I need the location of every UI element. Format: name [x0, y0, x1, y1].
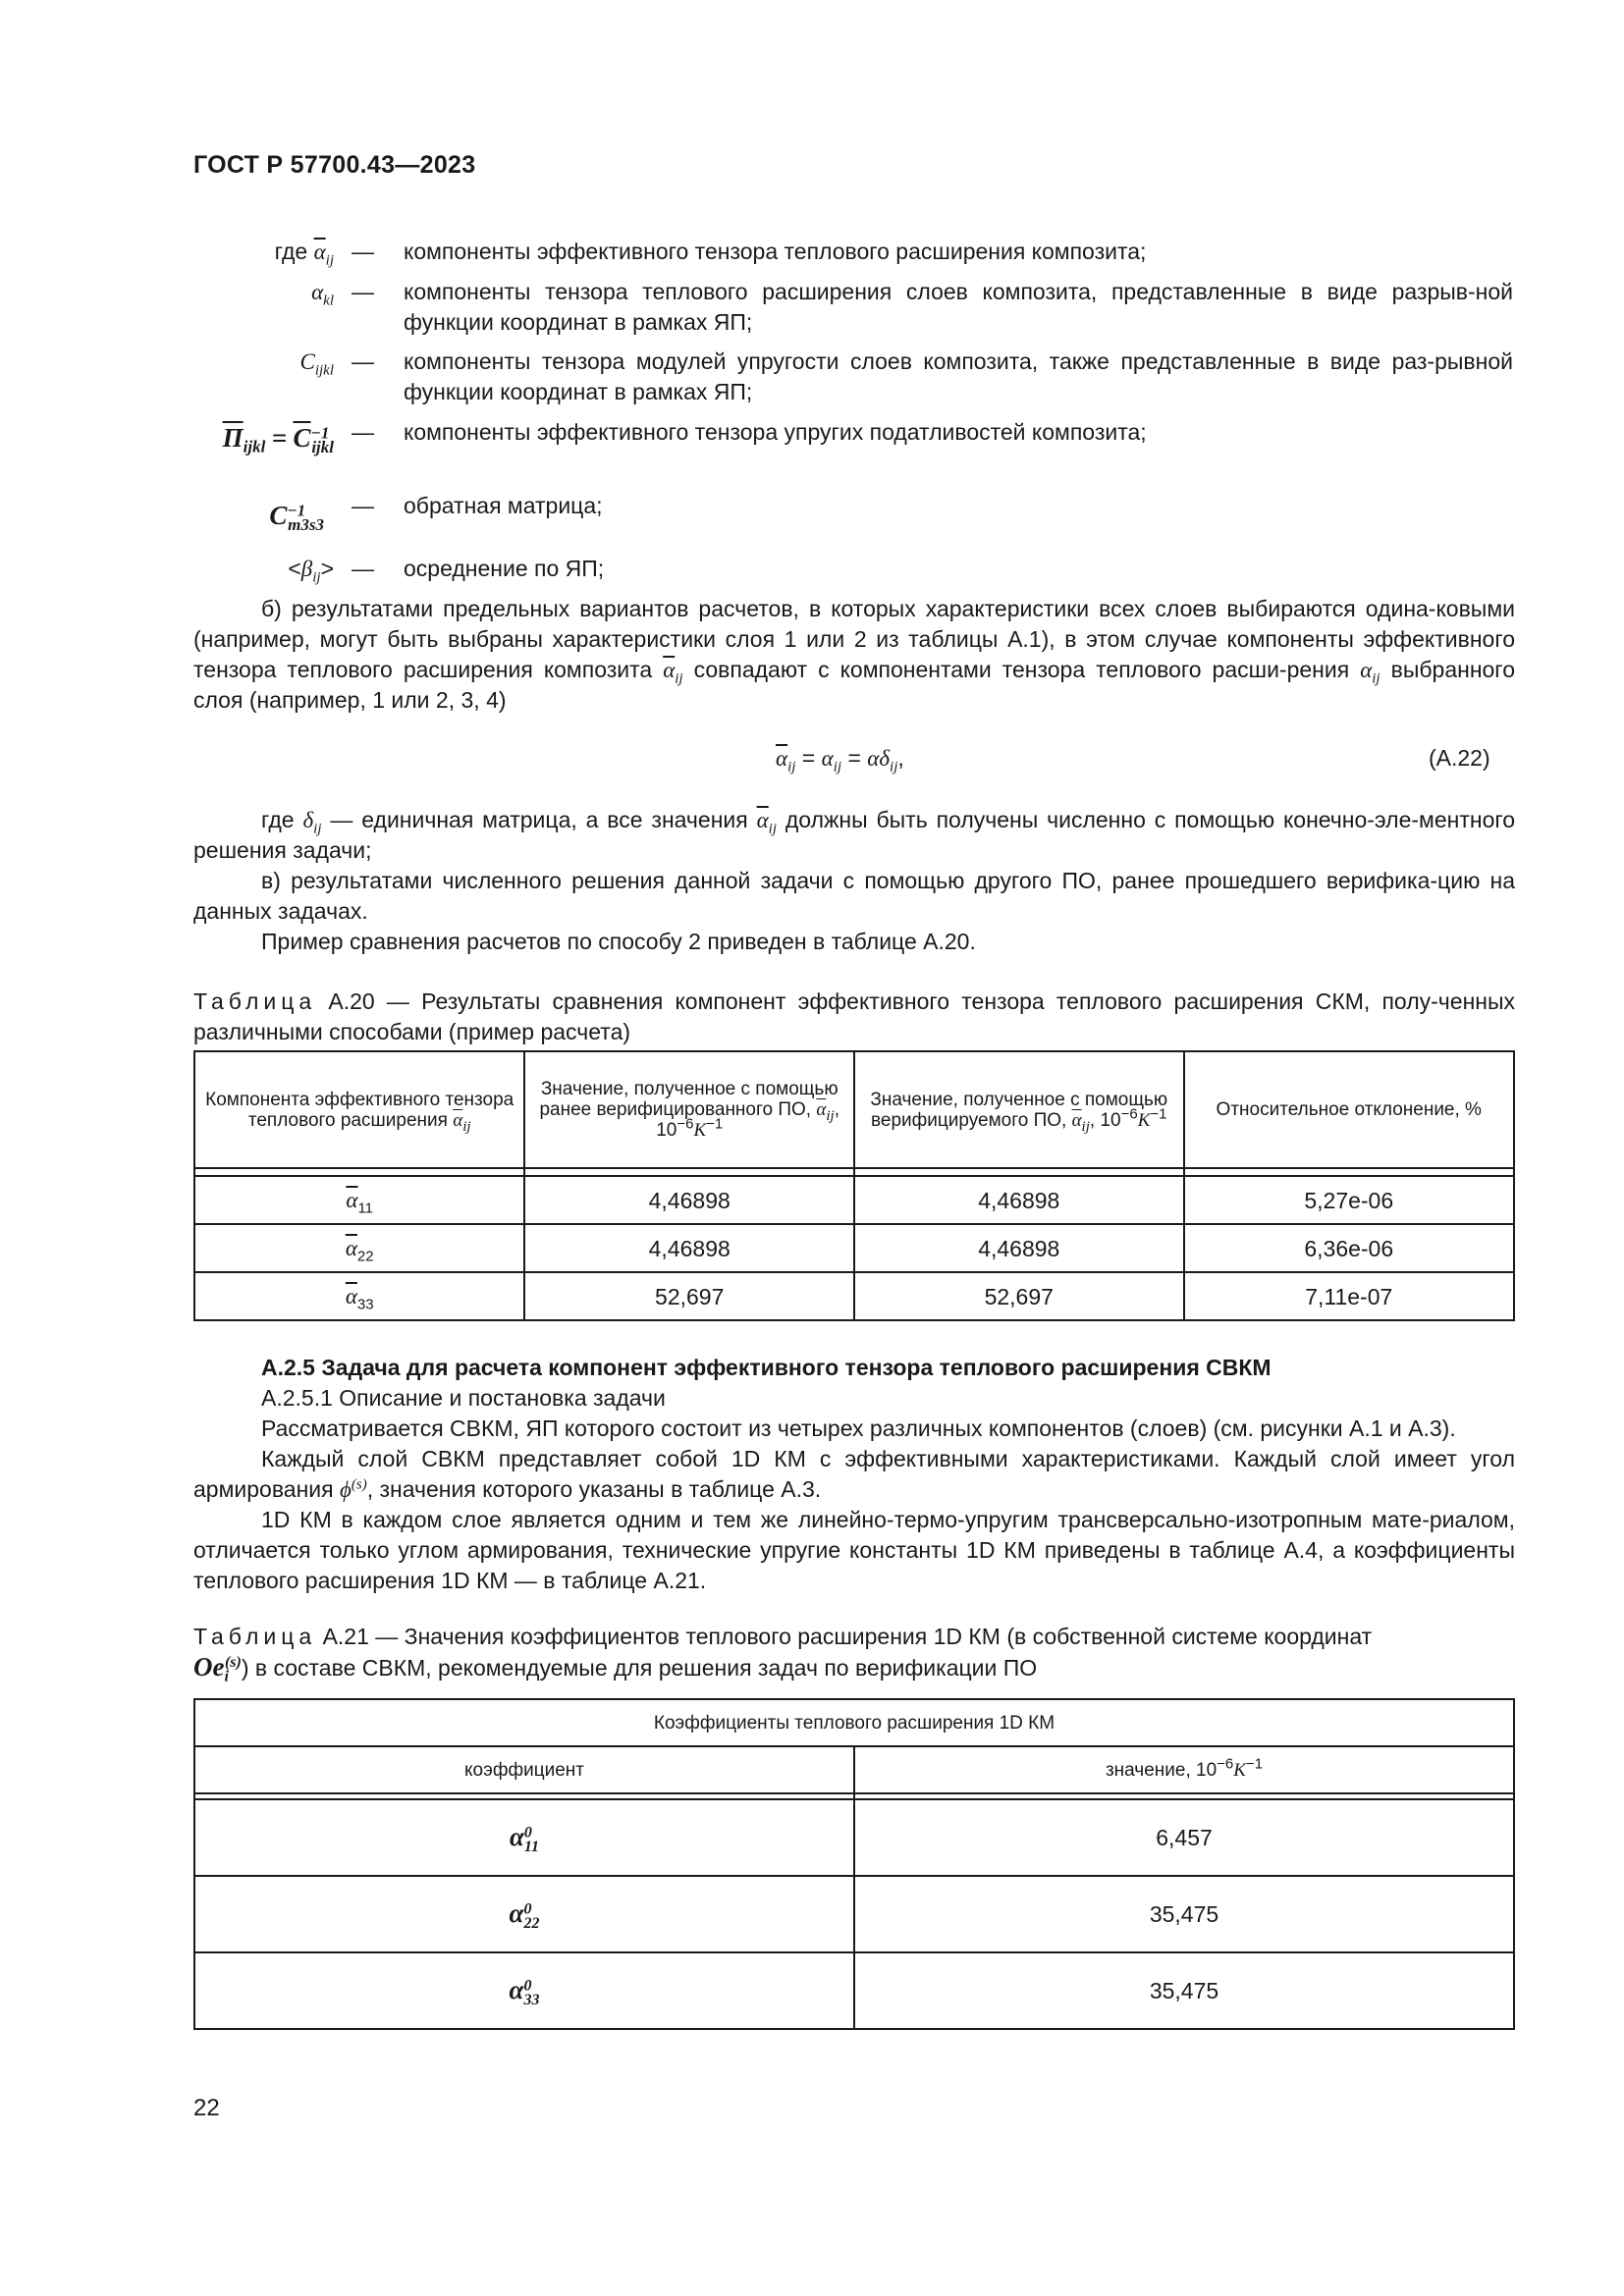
section-paragraph: Рассматривается СВКМ, ЯП которого состоит из четырех различных компонентов (слоев) (см. рисунки А.1 и А.3).	[261, 1415, 1456, 1441]
dash: —	[352, 493, 374, 518]
table-row	[194, 1876, 1514, 1952]
table-cell: 5,27е-06	[1184, 1176, 1514, 1224]
table-row	[194, 1799, 1514, 1876]
table-cell: $\overline{\alpha}_{22}$	[194, 1224, 524, 1272]
document-header: ГОСТ Р 57700.43—2023	[193, 151, 476, 179]
definition-symbol: где $\overline{\alpha}_{ij}$	[274, 239, 334, 269]
table-cell: $\alpha^0_{33}$	[194, 1952, 854, 2029]
table-cell: 52,697	[524, 1272, 854, 1320]
section-paragraph: Каждый слой СВКМ представляет собой 1D КМ с эффективными характеристиками. Каждый слой имеет угол армирования $\phi^{(s)}$, значения которого указаны в таблице А.3.	[193, 1446, 1515, 1502]
definition-symbol: $\alpha_{kl}$	[311, 280, 334, 309]
table-header-cell: Относительное отклонение, %	[1184, 1051, 1514, 1168]
definition-row	[0, 347, 1624, 407]
dash: —	[352, 419, 374, 445]
table-a20-caption: Таблица А.20 — Результаты сравнения компонент эффективного тензора теплового расширения СКМ, полу-ченных различными способами (пример расчета)	[193, 988, 1516, 1044]
paragraph-where: где $\delta_{ij}$ — единичная матрица, а все значения $\overline{\alpha}_{ij}$ должны быть получены численно с помощью конечно-эле-ментного решения задачи;	[193, 807, 1516, 863]
table-row	[194, 1224, 1514, 1272]
table-cell: 4,46898	[524, 1176, 854, 1224]
table-header-cell: Значение, полученное с помощью верифицируемого ПО, $\overline{\alpha}_{ij}$, $10^{-6}K^{-1}$	[854, 1051, 1184, 1168]
table-cell: $\alpha^0_{22}$	[194, 1876, 854, 1952]
table-row	[194, 1952, 1514, 2029]
table-header-row	[194, 1746, 1514, 1793]
definition-text: осреднение по ЯП;	[404, 556, 605, 581]
table-a21-caption-line2: $Oe_i^{(s)}$) в составе СВКМ, рекомендуемые для решения задач по верификации ПО	[193, 1652, 1038, 1685]
definition-symbol: $C_{ijkl}$	[299, 349, 334, 379]
definition-row	[0, 491, 1624, 540]
table-cell: 6,457	[854, 1799, 1514, 1876]
table-header-cell: значение, $10^{-6}K^{-1}$	[854, 1746, 1514, 1793]
table-cell: 4,46898	[854, 1224, 1184, 1272]
section-paragraph: 1D КМ в каждом слое является одним и тем же линейно-термо-упругим трансверсально-изотропным мате-риалом, отличается только углом армирования, технические упругие константы 1D КМ приведены в таблице А.4, а коэффициенты теплового расширения 1D КМ — в таблице А.21.	[193, 1507, 1515, 1593]
definition-row	[0, 417, 1624, 466]
definition-symbol: $C^{-1}_{m3s3}$	[269, 501, 324, 534]
dash: —	[352, 348, 374, 374]
definition-text: компоненты эффективного тензора теплового расширения композита;	[404, 239, 1147, 264]
dash: —	[352, 556, 374, 581]
table-header-row	[194, 1699, 1514, 1746]
paragraph-example: Пример сравнения расчетов по способу 2 приведен в таблице А.20.	[261, 929, 976, 954]
table-header-row	[194, 1051, 1514, 1168]
dash: —	[352, 239, 374, 264]
definition-row	[0, 277, 1624, 338]
table-cell: 52,697	[854, 1272, 1184, 1320]
table-cell: 35,475	[854, 1876, 1514, 1952]
section-title: А.2.5 Задача для расчета компонент эффективного тензора теплового расширения СВКМ	[261, 1355, 1272, 1380]
definition-symbol: $\overline{\Pi}_{ijkl} = \overline{C}^{-1}_{ijkl}$	[222, 423, 334, 456]
page-number: 22	[193, 2095, 220, 2121]
paragraph-b: б) результатами предельных вариантов расчетов, в которых характеристики всех слоев выбираются одина-ковыми (например, могут быть выбраны характеристики слоя 1 или 2 из таблицы А.1), в этом случае компоненты эффективного тензора теплового расширения композита $\overline{\alpha}_{ij}$ совпадают с компонентами тензора теплового расши-рения $\alpha_{ij}$ выбранного слоя (например, 1 или 2, 3, 4)	[193, 596, 1515, 713]
table-header-cell: Компонента эффективного тензора теплового расширения $\overline{\alpha}_{ij}$	[194, 1051, 524, 1168]
table-cell: 6,36е-06	[1184, 1224, 1514, 1272]
definition-row	[0, 237, 1624, 267]
table-cell: $\overline{\alpha}_{33}$	[194, 1272, 524, 1320]
table-a21	[193, 1698, 1515, 2030]
definition-text: обратная матрица;	[404, 493, 603, 518]
definition-symbol: $<\beta_{ij}>$	[288, 556, 334, 586]
definition-row	[0, 554, 1624, 584]
dash: —	[352, 279, 374, 304]
table-cell: 4,46898	[524, 1224, 854, 1272]
table-cell: 35,475	[854, 1952, 1514, 2029]
table-cell: 7,11е-07	[1184, 1272, 1514, 1320]
definition-text: компоненты эффективного тензора упругих податливостей композита;	[404, 419, 1147, 445]
paragraph-c: в) результатами численного решения данной задачи с помощью другого ПО, ранее прошедшего верифика-цию на данных задачах.	[193, 868, 1515, 924]
table-cell: 4,46898	[854, 1176, 1184, 1224]
table-a21-caption: Таблица А.21 — Значения коэффициентов теплового расширения 1D КМ (в собственной системе координат	[193, 1624, 1373, 1649]
definition-text: компоненты тензора модулей упругости слоев композита, также представленные в виде раз-рывной функции координат в рамках ЯП;	[404, 348, 1513, 404]
table-header-cell: коэффициент	[194, 1746, 854, 1793]
table-header-cell: Коэффициенты теплового расширения 1D КМ	[194, 1699, 1514, 1746]
equation-number: (А.22)	[1429, 745, 1490, 771]
table-row	[194, 1272, 1514, 1320]
table-cell: $\alpha^0_{11}$	[194, 1799, 854, 1876]
table-header-cell: Значение, полученное с помощью ранее верифицированного ПО, $\overline{\alpha}_{ij}$, $10^{-6}K^{-1}$	[524, 1051, 854, 1168]
table-cell: $\overline{\alpha}_{11}$	[194, 1176, 524, 1224]
section-subtitle: А.2.5.1 Описание и постановка задачи	[261, 1385, 666, 1411]
equation: $\overline{\alpha}_{ij} = \alpha_{ij} = \alpha\delta_{ij}$,	[776, 745, 904, 775]
table-a20	[193, 1050, 1515, 1321]
definition-text: компоненты тензора теплового расширения слоев композита, представленные в виде разрыв-ной функции координат в рамках ЯП;	[404, 279, 1513, 335]
table-row	[194, 1176, 1514, 1224]
